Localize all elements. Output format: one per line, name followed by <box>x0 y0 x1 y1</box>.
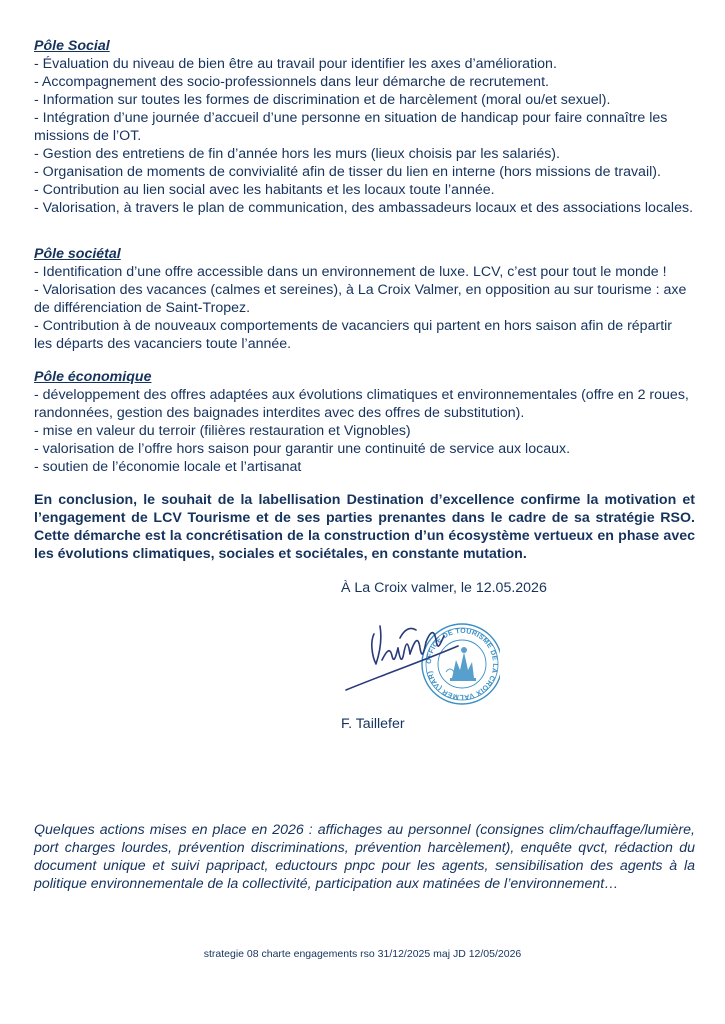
list-item: - Valorisation, à travers le plan de communication, des ambassadeurs locaux et des associations locales. <box>34 200 694 216</box>
section-pole-societal <box>34 245 694 353</box>
section-pole-economique <box>34 368 694 476</box>
list-item: - Information sur toutes les formes de discrimination et de harcèlement (moral ou/et sexuel). <box>34 92 611 108</box>
actions-note: Quelques actions mises en place en 2026 : affichages au personnel (consignes clim/chauffage/lumière, port charges lourdes, prévention discriminations, prévention harcèlement), enquête qvct, rédaction du document unique et suivi papripact, eductours pnpc pour les agents, sensibilisation des agents à la politique environnementale de la collectivité, participation aux matinées de l’environnement… <box>34 822 695 892</box>
list-item: - Contribution au lien social avec les habitants et les locaux toute l’année. <box>34 182 495 198</box>
list-item: - Accompagnement des socio-professionnels dans leur démarche de recrutement. <box>34 74 549 90</box>
list-item: - mise en valeur du terroir (filières restauration et Vignobles) <box>34 423 411 439</box>
stamp-seal-icon <box>340 612 500 707</box>
list-item: - Identification d’une offre accessible dans un environnement de luxe. LCV, c’est pour tout le monde ! <box>34 264 667 280</box>
section-heading: Pôle sociétal <box>34 246 121 262</box>
footer-reference: strategie 08 charte engagements rso 31/12/2025 maj JD 12/05/2026 <box>203 948 522 960</box>
list-item: - Contribution à de nouveaux comportements de vacanciers qui partent en hors saison afin de répartir les départs des vacanciers toute l’année. <box>34 318 673 352</box>
list-item: - Valorisation des vacances (calmes et sereines), à La Croix Valmer, en opposition au sur tourisme : axe de différenciation de Saint-Tropez. <box>34 282 687 316</box>
list-item: - Intégration d’une journée d’accueil d’une personne en situation de handicap pour faire connaître les missions de l’OT. <box>34 110 668 144</box>
list-item: - Organisation de moments de convivialité afin de tisser du lien en interne (hors missions de travail). <box>34 164 661 180</box>
list-item: - Gestion des entretiens de fin d’année hors les murs (lieux choisis par les salariés). <box>34 146 560 162</box>
svg-text:OFFICE DE TOURISME DE LA CROIX: OFFICE DE TOURISME DE LA CROIX VALMER (VAR) <box>425 627 499 701</box>
list-item: - Évaluation du niveau de bien être au travail pour identifier les axes d’amélioration. <box>34 56 557 72</box>
list-item: - valorisation de l’offre hors saison pour garantir une continuité de service aux locaux. <box>34 441 571 457</box>
list-item: - soutien de l’économie locale et l’artisanat <box>34 459 302 475</box>
signature-stamp <box>340 612 500 707</box>
place-date: À La Croix valmer, le 12.05.2026 <box>341 580 547 596</box>
section-pole-social <box>34 37 694 217</box>
list-item: - développement des offres adaptées aux évolutions climatiques et environnementales (offre en 2 roues, randonnées, gestion des baignades interdites avec des offres de substitution). <box>34 387 689 421</box>
signer-name: F. Taillefer <box>341 716 405 732</box>
section-heading: Pôle économique <box>34 369 152 385</box>
section-heading: Pôle Social <box>34 38 110 54</box>
conclusion-paragraph: En conclusion, le souhait de la labellisation Destination d’excellence confirme la motivation et l’engagement de LCV Tourisme et de ses parties prenantes dans le cadre de sa stratégie RSO. Cette démarche est la concrétisation de la construction d’un écosystème vertueux en phase avec les évolutions climatiques, sociales et sociétales, en constante mutation. <box>34 492 695 562</box>
